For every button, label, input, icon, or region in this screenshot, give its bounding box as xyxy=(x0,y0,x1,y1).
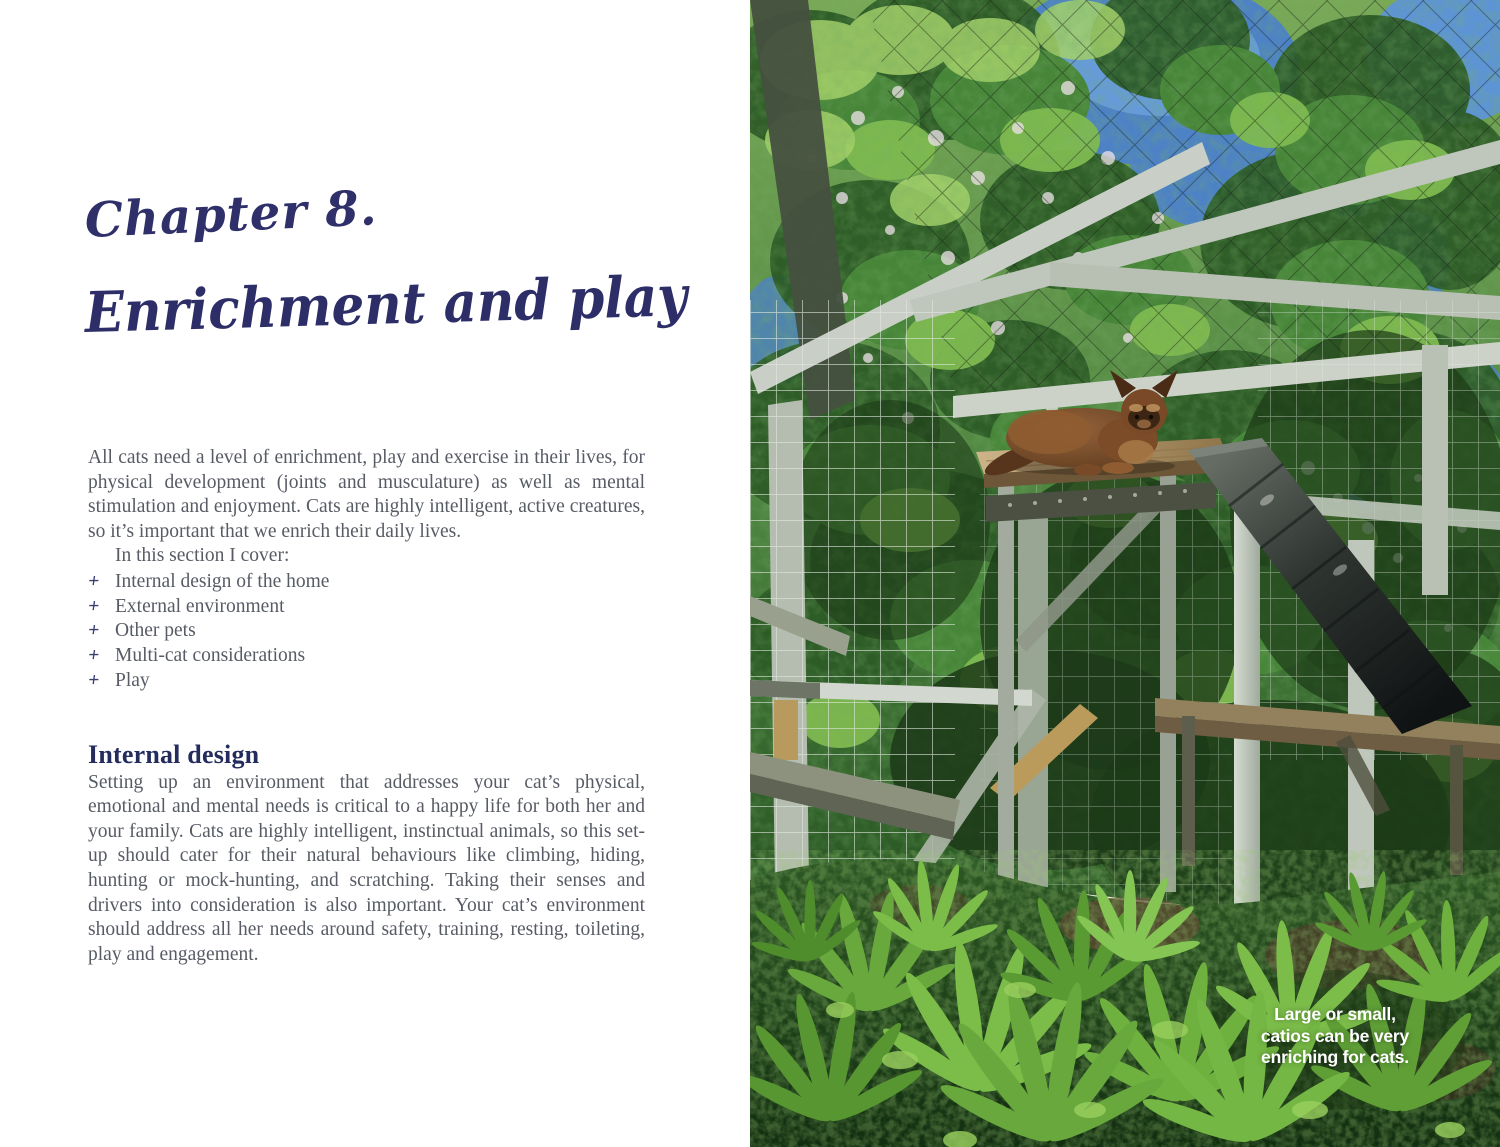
chapter-title: Enrichment and play xyxy=(83,263,688,346)
list-intro: In this section I cover: xyxy=(115,545,290,567)
plus-bullet-icon: + xyxy=(86,570,101,592)
caption-line: catios can be very xyxy=(1260,1025,1410,1046)
list-item xyxy=(88,619,645,644)
photo-page xyxy=(750,0,1500,1147)
list-item-label: Multi-cat considerations xyxy=(115,645,306,667)
intro-paragraph: All cats need a level of enrichment, play and exercise in their lives, for physical development (joints and musculature) as well as mental stimulation and enjoyment. Cats are highly intelligent, active creatures, so it’s important that we enrich their daily lives. xyxy=(88,447,645,542)
plus-bullet-icon: + xyxy=(86,645,101,667)
caption-line: Large or small, xyxy=(1274,1004,1396,1024)
photo-caption xyxy=(1256,1004,1414,1069)
caption-line: enriching for cats. xyxy=(1261,1047,1409,1068)
body-copy xyxy=(88,446,645,967)
section-paragraph: Setting up an environment that addresses your cat’s physical, emotional and mental needs is critical to a happy life for both her and your family. Cats are highly intelligent, instinctual animals, so this set-up should cater for their natural behaviours like climbing, hiding, hunting or mock-hunting, and scratching. Taking their senses and drivers into consideration is also important. Your cat’s environment should address all her needs around safety, training, resting, toileting, play and engagement. xyxy=(88,771,645,965)
topics-list xyxy=(88,570,645,694)
list-item xyxy=(88,644,645,669)
list-item xyxy=(88,570,645,595)
fern-bed xyxy=(750,850,1500,1147)
plus-bullet-icon: + xyxy=(86,620,101,642)
list-item-label: Play xyxy=(115,669,150,691)
chapter-label: Chapter 8. xyxy=(83,180,379,249)
plus-bullet-icon: + xyxy=(86,669,101,691)
list-item xyxy=(88,595,645,620)
plus-bullet-icon: + xyxy=(86,595,101,617)
list-item-label: Internal design of the home xyxy=(115,570,330,592)
list-item-label: External environment xyxy=(115,595,285,617)
list-item-label: Other pets xyxy=(115,620,196,642)
catio-photo xyxy=(750,0,1500,1147)
section-heading: Internal design xyxy=(88,740,260,770)
list-item xyxy=(88,669,645,694)
